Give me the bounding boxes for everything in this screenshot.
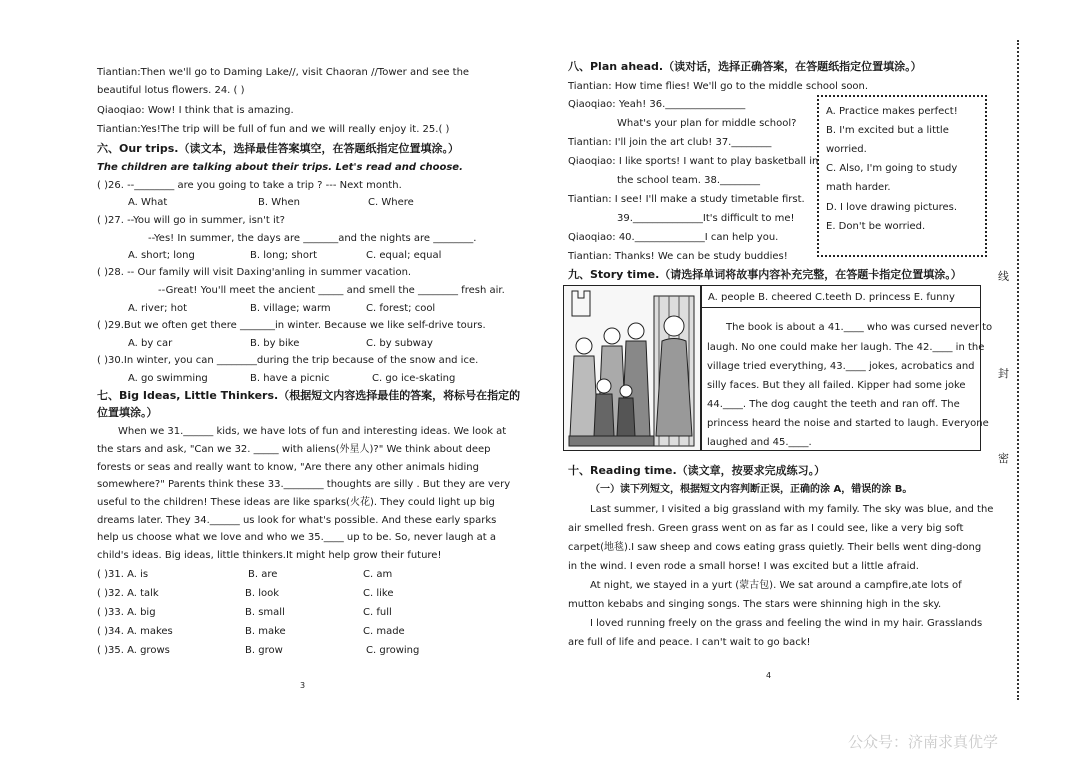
dialogue-line: What's your plan for middle school? [617,118,797,129]
option-b: B. are [248,569,278,580]
text-line: Qiaoqiao: Wow! I think that is amazing. [97,105,294,116]
dialogue-line: Qiaoqiao: I like sports! I want to play basketball in [568,156,819,167]
text-line: Tiantian:Yes!The trip will be full of fun and we will really enjoy it. 25.( ) [97,124,450,135]
option-b: B. make [245,626,286,637]
option-b: B. When [258,197,300,208]
word-bank-divider [700,307,980,308]
option-c: C. by subway [366,338,433,349]
question-33: ( )33. A. big [97,607,156,618]
section-7-title-cont: 位置填涂。） [97,406,158,419]
box-option: A. Practice makes perfect! [826,106,958,117]
section-9-title: 九、Story time.（请选择单词将故事内容补充完整，在答题卡指定位置填涂。） [568,268,962,281]
passage-line: dreams later. They 34.______ us look for what's possible. And these early sparks [97,515,497,526]
binding-line [1017,40,1019,700]
passage-line: the stars and ask, "Can we 32. _____ with aliens(外星人)?" We think about deep [97,444,491,455]
dialogue-line: the school team. 38.________ [617,175,761,186]
passage-line: child's ideas. Big ideas, little thinkers.It might help grow their future! [97,550,442,561]
passage-line: When we 31.______ kids, we have lots of fun and interesting ideas. We look at [118,426,507,437]
dialogue-line: Tiantian: Thanks! We can be study buddies! [568,251,788,262]
text-line: Tiantian:Then we'll go to Daming Lake//, visit Chaoran //Tower and see the [97,67,470,78]
dialogue-line: Tiantian: I see! I'll make a study timetable first. [568,194,805,205]
box-option: E. Don't be worried. [826,221,926,232]
story-line: laugh. No one could make her laugh. The 42.____ in the [707,342,985,353]
passage-line: somewhere?" Parents think these 33.________ thoughts are silly . But they are very [97,479,511,490]
option-c: C. made [363,626,405,637]
option-a: A. What [128,197,168,208]
reading-line: are full of life and peace. I can't wait to go back! [568,637,811,648]
section-6-title: 六、Our trips.（读文本，选择最佳答案填空，在答题纸指定位置填涂。） [97,142,459,155]
box-option: math harder. [826,182,891,193]
option-a: A. go swimming [128,373,208,384]
question-28-line2: --Great! You'll meet the ancient _____ and smell the ________ fresh air. [158,285,505,296]
dialogue-line: Tiantian: How time flies! We'll go to the middle school soon. [568,81,869,92]
story-line: silly faces. But they all failed. Kipper had some joke [707,380,966,391]
question-32: ( )32. A. talk [97,588,159,599]
text-line: beautiful lotus flowers. 24. ( ) [97,85,245,96]
dialogue-line: Qiaoqiao: Yeah! 36.________________ [568,99,746,110]
box-option: C. Also, I'm going to study [826,163,958,174]
option-b: B. look [245,588,280,599]
question-29: ( )29.But we often get there _______in winter. Because we like self-drive tours. [97,320,486,331]
word-bank: A. people B. cheered C.teeth D. princess E. funny [708,292,955,303]
section-8-title: 八、Plan ahead.（读对话，选择正确答案，在答题纸指定位置填涂。） [568,60,922,73]
reading-line: mutton kebabs and singing songs. The stars were shinning high in the sky. [568,599,942,610]
margin-label: 密 [998,452,1009,465]
story-line: laughed and 45.____. [707,437,812,448]
option-b: B. long; short [250,250,318,261]
story-line: princess heard the noise and started to laugh. Everyone [707,418,989,429]
option-b: B. have a picnic [250,373,330,384]
page-number: 4 [766,671,772,680]
option-b: B. village; warm [250,303,331,314]
section-6-intro: The children are talking about their trips. Let's read and choose. [97,162,463,173]
question-30: ( )30.In winter, you can ________during the trip because of the snow and ice. [97,355,479,366]
reading-line: in the wind. I even rode a small horse! I was excited but a little afraid. [568,561,919,572]
option-a: A. river; hot [128,303,188,314]
story-line: village tried everything, 43.____ jokes, acrobatics and [707,361,975,372]
section-10-subtitle: （一）读下列短文，根据短文内容判断正误，正确的涂 A，错误的涂 B。 [590,484,913,495]
question-35: ( )35. A. grows [97,645,170,656]
passage-line: useful to the children! These ideas are like sparks(火花). They could light up big [97,497,495,508]
question-28: ( )28. -- Our family will visit Daxing'anling in summer vacation. [97,267,412,278]
story-illustration [563,285,702,451]
question-34: ( )34. A. makes [97,626,173,637]
option-c: C. equal; equal [366,250,442,261]
dialogue-line: Qiaoqiao: 40.______________I can help you. [568,232,779,243]
option-c: C. am [363,569,393,580]
reading-line: air smelled fresh. Green grass went on as far as I could see, like a very big soft [568,523,964,534]
dialogue-line: Tiantian: I'll join the art club! 37.________ [568,137,772,148]
reading-line: carpet(地毯).I saw sheep and cows eating grass quietly. Their bells went ding-dong [568,542,982,553]
margin-label: 线 [998,270,1009,283]
story-line: 44.____. The dog caught the teeth and ran off. The [707,399,960,410]
box-option: D. I love drawing pictures. [826,202,958,213]
option-c: C. forest; cool [366,303,436,314]
passage-line: help us choose what we love and who we 35.____ up to be. So, never laugh at a [97,532,497,543]
option-b: B. small [245,607,285,618]
question-26: ( )26. --________ are you going to take a trip ? --- Next month. [97,180,402,191]
reading-line: At night, we stayed in a yurt (蒙古包). We sat around a campfire,ate lots of [590,580,962,591]
margin-label: 封 [998,367,1009,380]
option-b: B. by bike [250,338,300,349]
option-c: C. like [363,588,394,599]
reading-line: Last summer, I visited a big grassland with my family. The sky was blue, and the [590,504,994,515]
option-c: C. growing [366,645,420,656]
option-c: C. full [363,607,392,618]
section-10-title: 十、Reading time.（读文章，按要求完成练习。） [568,464,826,477]
reading-line: I loved running freely on the grass and feeling the wind in my hair. Grasslands [590,618,983,629]
castle-scene-illustration [564,286,701,450]
box-option: B. I'm excited but a little [826,125,949,136]
section-7-title: 七、Big Ideas, Little Thinkers.（根据短文内容选择最佳的答案，将标号在指定的 [97,389,521,402]
story-line: The book is about a 41.____ who was cursed never to [726,322,993,333]
watermark: 公众号：济南求真优学 [848,733,999,751]
question-27: ( )27. --You will go in summer, isn't it? [97,215,285,226]
dialogue-line: 39.______________It's difficult to me! [617,213,795,224]
option-a: A. by car [128,338,173,349]
option-b: B. grow [245,645,283,656]
question-31: ( )31. A. is [97,569,149,580]
option-c: C. Where [368,197,414,208]
passage-line: forests or seas and really want to know, "Are there any other animals hiding [97,462,479,473]
question-27-line2: --Yes! In summer, the days are _______and the nights are ________. [148,233,477,244]
page-number: 3 [300,681,306,690]
box-option: worried. [826,144,867,155]
option-a: A. short; long [128,250,195,261]
option-c: C. go ice-skating [372,373,456,384]
